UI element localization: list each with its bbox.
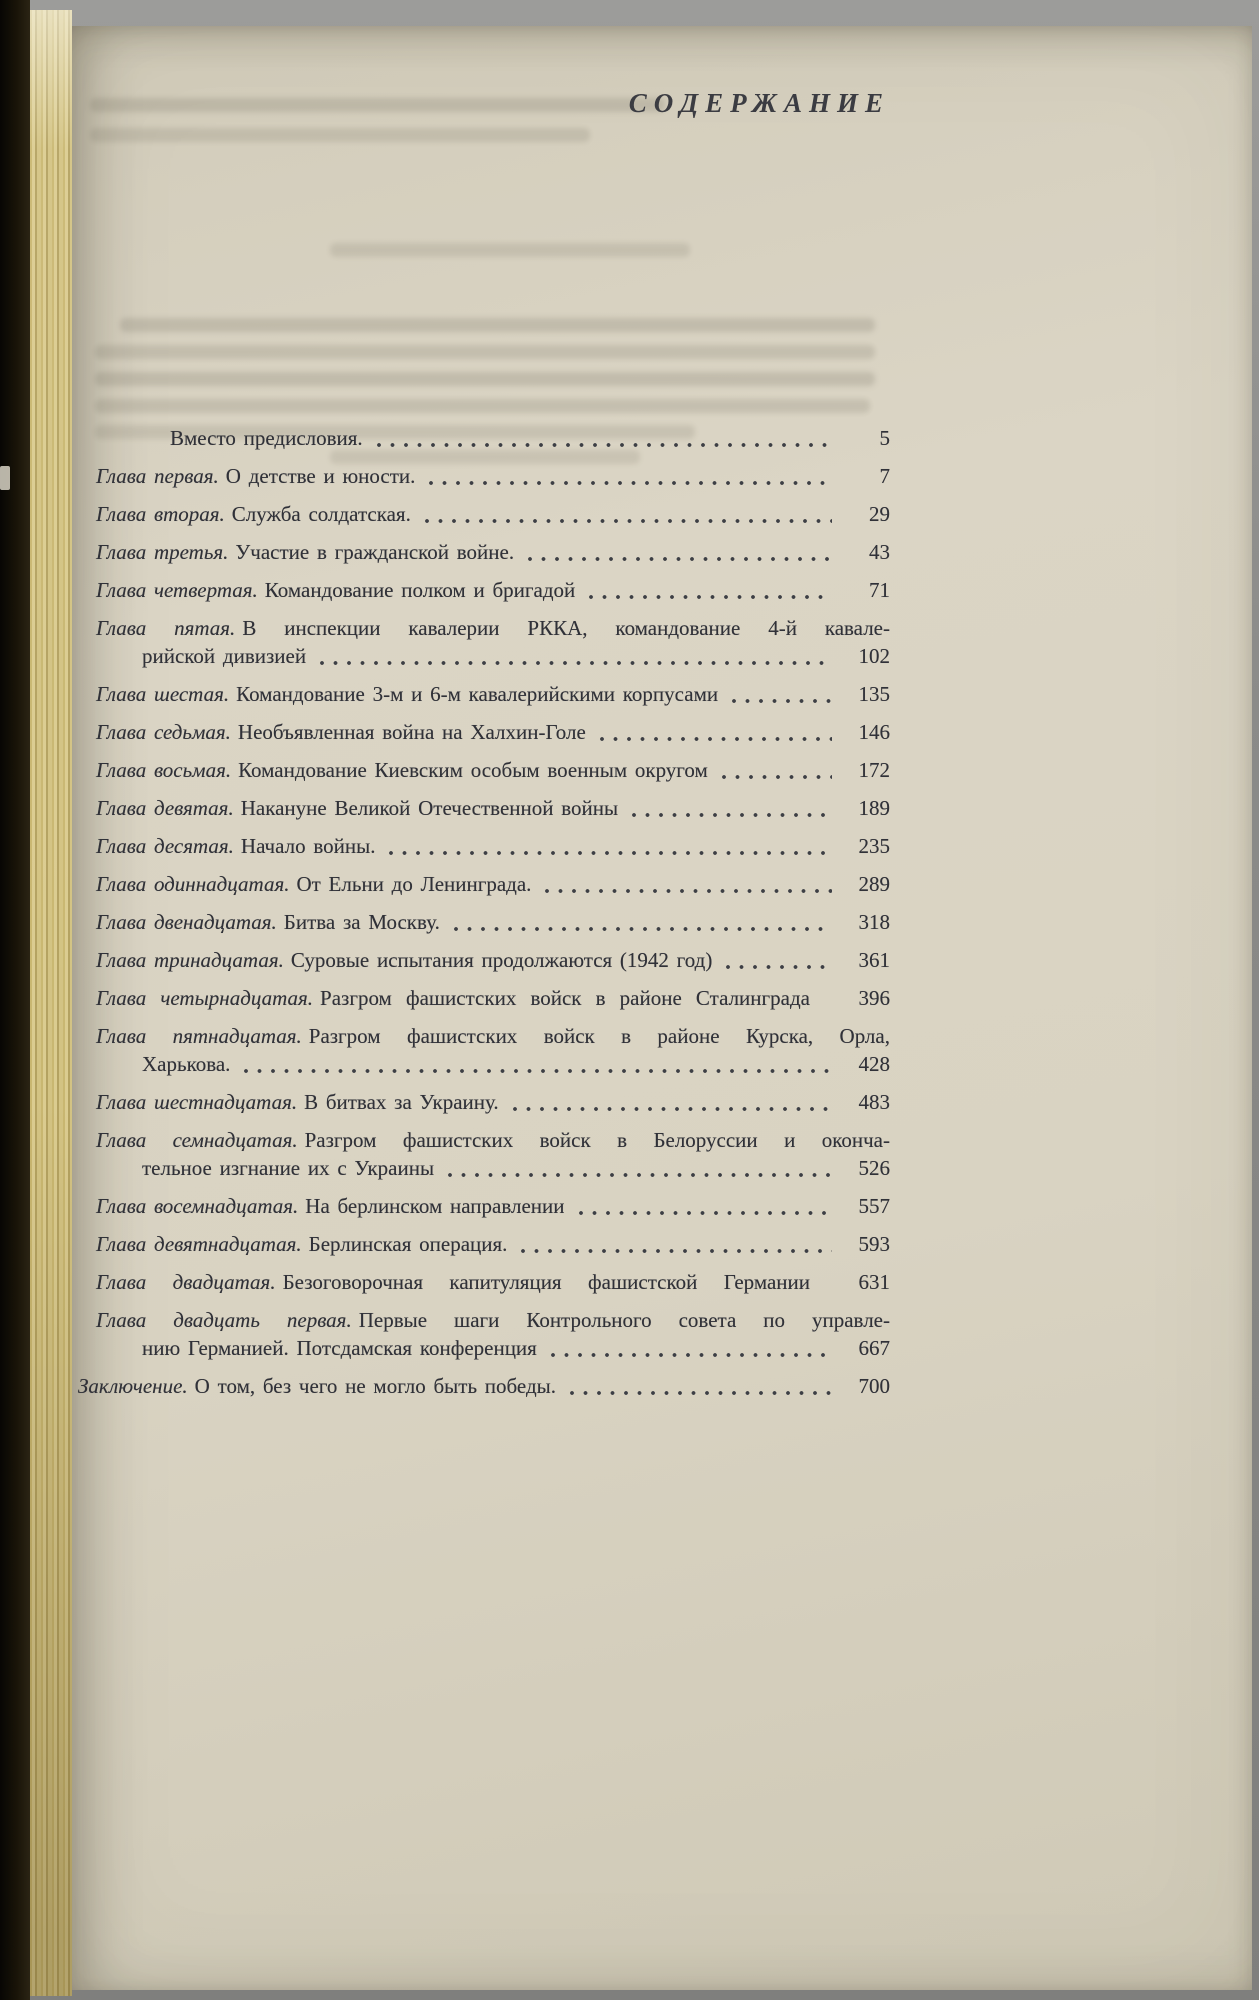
page-number: 593 xyxy=(858,1232,890,1256)
entry-title: Безоговорочная капитуляция фашистской Германии xyxy=(282,1270,811,1294)
toc-entry-line xyxy=(96,576,890,604)
entry-title: Командование 3-м и 6-м кавалерийскими корпусами xyxy=(236,682,719,706)
entry-title: Начало войны. xyxy=(240,834,376,858)
entry-title: От Ельни до Ленинграда. xyxy=(296,872,532,896)
page-number: 235 xyxy=(858,834,890,858)
chapter-name: Глава двенадцатая. xyxy=(96,910,277,934)
chapter-name: Глава восьмая. xyxy=(96,758,232,782)
toc-entry-text xyxy=(96,462,415,490)
toc-entry xyxy=(96,1192,890,1220)
page-number: 428 xyxy=(858,1052,890,1076)
dot-leader xyxy=(511,1088,832,1116)
entry-title: В инспекции кавалерии РККА, командование 4-й кавале- xyxy=(242,616,890,640)
chapter-name: Глава пятая. xyxy=(96,616,236,640)
dot-leader xyxy=(423,500,832,528)
dot-leader xyxy=(587,576,832,604)
page-number: 146 xyxy=(858,720,890,744)
toc-entry xyxy=(96,576,890,604)
toc-entry-text xyxy=(96,1192,565,1220)
entry-title-continuation: рийской дивизией xyxy=(142,644,307,668)
page-number: 5 xyxy=(879,426,890,450)
chapter-name: Глава первая. xyxy=(96,464,219,488)
entry-title: Участие в гражданской войне. xyxy=(235,540,515,564)
toc-entry-line xyxy=(96,614,890,642)
toc-entry xyxy=(96,908,890,936)
page-number: 667 xyxy=(858,1336,890,1360)
toc-entry-text xyxy=(96,832,375,860)
entry-title: Берлинская операция. xyxy=(308,1232,508,1256)
toc-entry-line xyxy=(96,1268,890,1296)
bleed-through-line xyxy=(95,345,875,359)
page-number: 71 xyxy=(869,578,890,602)
entry-title: Разгром фашистских войск в районе Сталинграда xyxy=(320,986,810,1010)
toc-entry-line xyxy=(96,680,890,708)
toc-entry-line xyxy=(96,756,890,784)
chapter-name: Глава одиннадцатая. xyxy=(96,872,290,896)
toc-entry-text xyxy=(96,500,411,528)
entry-title: Накануне Великой Отечественной войны xyxy=(240,796,619,820)
chapter-name: Глава седьмая. xyxy=(96,720,231,744)
chapter-name: Глава тринадцатая. xyxy=(96,948,284,972)
toc-entry-text xyxy=(96,538,514,566)
toc-entry-text xyxy=(96,718,586,746)
toc-entry-text xyxy=(96,680,718,708)
chapter-name: Глава шестая. xyxy=(96,682,230,706)
page-number: 102 xyxy=(858,644,890,668)
toc-entry-text xyxy=(96,1268,810,1296)
page-number: 289 xyxy=(858,872,890,896)
dot-leader xyxy=(446,1154,832,1182)
page-number: 43 xyxy=(869,540,890,564)
toc-entry-text xyxy=(96,946,712,974)
entry-title: На берлинском направлении xyxy=(305,1194,565,1218)
toc-entry-text xyxy=(96,1126,890,1154)
toc-entry xyxy=(96,538,890,566)
chapter-name: Глава восемнадцатая. xyxy=(96,1194,299,1218)
bleed-through-line xyxy=(330,243,690,257)
toc-entry xyxy=(96,794,890,822)
bleed-through-line xyxy=(90,128,590,142)
toc-entry-text xyxy=(170,424,363,452)
toc-entry xyxy=(96,1022,890,1078)
page-number: 396 xyxy=(858,986,890,1010)
toc-entry xyxy=(96,718,890,746)
chapter-name: Глава девятнадцатая. xyxy=(96,1232,302,1256)
dot-leader xyxy=(526,538,832,566)
dot-leader xyxy=(387,832,832,860)
toc-entry xyxy=(96,1088,890,1116)
entry-title: В битвах за Украину. xyxy=(304,1090,499,1114)
table-of-contents xyxy=(78,424,890,1410)
page-number: 631 xyxy=(858,1270,890,1294)
toc-entry-line xyxy=(96,718,890,746)
dot-leader xyxy=(452,908,832,936)
toc-entry-line xyxy=(96,984,890,1012)
dot-leader xyxy=(519,1230,832,1258)
chapter-name: Глава двадцатая. xyxy=(96,1270,276,1294)
dot-leader xyxy=(720,756,832,784)
dot-leader xyxy=(543,870,832,898)
page-block-edges xyxy=(30,10,72,1996)
toc-entry-line xyxy=(170,424,890,452)
chapter-name: Глава четвертая. xyxy=(96,578,258,602)
page-number: 700 xyxy=(858,1374,890,1398)
toc-entry xyxy=(96,946,890,974)
page-title: СОДЕРЖАНИЕ xyxy=(628,88,890,118)
chapter-name: Глава девятая. xyxy=(96,796,234,820)
dot-leader xyxy=(630,794,832,822)
toc-entry-text xyxy=(96,870,531,898)
page-number: 135 xyxy=(858,682,890,706)
toc-entry xyxy=(96,1268,890,1296)
entry-title-continuation: нию Германией. Потсдамская конференция xyxy=(142,1336,537,1360)
entry-title: О детстве и юности. xyxy=(225,464,416,488)
toc-entry xyxy=(78,1372,890,1400)
page-number: 318 xyxy=(858,910,890,934)
toc-entry-line xyxy=(78,1372,890,1400)
toc-entry-text xyxy=(96,1022,890,1050)
toc-entry xyxy=(96,870,890,898)
chapter-name: Глава шестнадцатая. xyxy=(96,1090,298,1114)
page-number: 189 xyxy=(858,796,890,820)
page-number: 7 xyxy=(879,464,890,488)
toc-entry-text xyxy=(96,576,575,604)
toc-entry-text xyxy=(96,614,890,642)
toc-entry-text xyxy=(96,984,810,1012)
toc-entry-line xyxy=(96,946,890,974)
toc-entry xyxy=(170,424,890,452)
toc-entry-continuation-line xyxy=(142,1334,890,1362)
toc-entry xyxy=(96,832,890,860)
entry-title: Необъявленная война на Халхин-Голе xyxy=(237,720,586,744)
toc-entry xyxy=(96,614,890,670)
entry-title-continuation: Харькова. xyxy=(142,1052,231,1076)
dot-leader xyxy=(598,718,832,746)
book-page xyxy=(72,26,1252,1990)
dot-leader xyxy=(730,680,832,708)
toc-entry-line xyxy=(96,1088,890,1116)
entry-title: Битва за Москву. xyxy=(283,910,440,934)
toc-entry-text xyxy=(78,1372,556,1400)
toc-entry-line xyxy=(96,1230,890,1258)
entry-title: Служба солдатская. xyxy=(231,502,411,526)
toc-entry-line xyxy=(96,870,890,898)
toc-entry-line xyxy=(96,908,890,936)
toc-entry xyxy=(96,500,890,528)
entry-title: Командование Киевским особым военным округом xyxy=(238,758,708,782)
toc-entry xyxy=(96,462,890,490)
bleed-through-line xyxy=(95,372,875,386)
bleed-through-line xyxy=(95,399,870,413)
entry-title-continuation: тельное изгнание их с Украины xyxy=(142,1156,435,1180)
toc-entry-line xyxy=(96,1126,890,1154)
dot-leader xyxy=(568,1372,832,1400)
toc-entry-text xyxy=(96,908,440,936)
toc-entry-text xyxy=(96,756,708,784)
entry-title: О том, без чего не могло быть победы. xyxy=(194,1374,557,1398)
toc-entry xyxy=(96,984,890,1012)
entry-title: Разгром фашистских войск в Белоруссии и оконча- xyxy=(304,1128,890,1152)
page-number: 29 xyxy=(869,502,890,526)
entry-title: Первые шаги Контрольного совета по управле- xyxy=(358,1308,890,1332)
toc-entry-text xyxy=(96,1088,499,1116)
dot-leader xyxy=(549,1334,832,1362)
dot-leader xyxy=(724,946,832,974)
toc-entry xyxy=(96,1126,890,1182)
spine-label-mark xyxy=(0,466,10,490)
dot-leader xyxy=(375,424,832,452)
dot-leader xyxy=(427,462,832,490)
chapter-name: Заключение. xyxy=(78,1374,188,1398)
toc-entry-line xyxy=(96,500,890,528)
dot-leader xyxy=(242,1050,832,1078)
toc-entry xyxy=(96,680,890,708)
chapter-name: Глава семнадцатая. xyxy=(96,1128,298,1152)
toc-entry-line xyxy=(96,794,890,822)
toc-entry-text xyxy=(96,794,618,822)
chapter-name: Глава двадцать первая. xyxy=(96,1308,352,1332)
entry-title: Командование полком и бригадой xyxy=(264,578,576,602)
toc-entry-text xyxy=(96,1306,890,1334)
dot-leader xyxy=(318,642,832,670)
toc-entry-continuation-line xyxy=(142,1154,890,1182)
page-number: 557 xyxy=(858,1194,890,1218)
page-number: 526 xyxy=(858,1156,890,1180)
page-number: 361 xyxy=(858,948,890,972)
toc-entry xyxy=(96,1306,890,1362)
toc-entry-continuation-line xyxy=(142,1050,890,1078)
chapter-name: Глава четырнадцатая. xyxy=(96,986,314,1010)
chapter-name: Глава пятнадцатая. xyxy=(96,1024,302,1048)
book-spine-edge xyxy=(0,0,30,2000)
entry-title: Разгром фашистских войск в районе Курска, Орла, xyxy=(308,1024,890,1048)
entry-title: Суровые испытания продолжаются (1942 год) xyxy=(290,948,713,972)
toc-entry-line xyxy=(96,538,890,566)
page-number: 172 xyxy=(858,758,890,782)
chapter-name: Глава вторая. xyxy=(96,502,225,526)
toc-entry-line xyxy=(96,1192,890,1220)
chapter-name: Глава десятая. xyxy=(96,834,234,858)
dot-leader xyxy=(577,1192,832,1220)
toc-entry-continuation-line xyxy=(142,642,890,670)
entry-title: Вместо предисловия. xyxy=(170,426,363,450)
toc-entry-line xyxy=(96,832,890,860)
toc-entry-line xyxy=(96,1022,890,1050)
toc-entry-line xyxy=(96,462,890,490)
page-number: 483 xyxy=(858,1090,890,1114)
toc-entry-text xyxy=(96,1230,507,1258)
toc-entry xyxy=(96,1230,890,1258)
chapter-name: Глава третья. xyxy=(96,540,229,564)
toc-entry xyxy=(96,756,890,784)
toc-entry-line xyxy=(96,1306,890,1334)
dot-leader xyxy=(822,1268,832,1296)
dot-leader xyxy=(822,984,832,1012)
bleed-through-line xyxy=(120,318,875,332)
